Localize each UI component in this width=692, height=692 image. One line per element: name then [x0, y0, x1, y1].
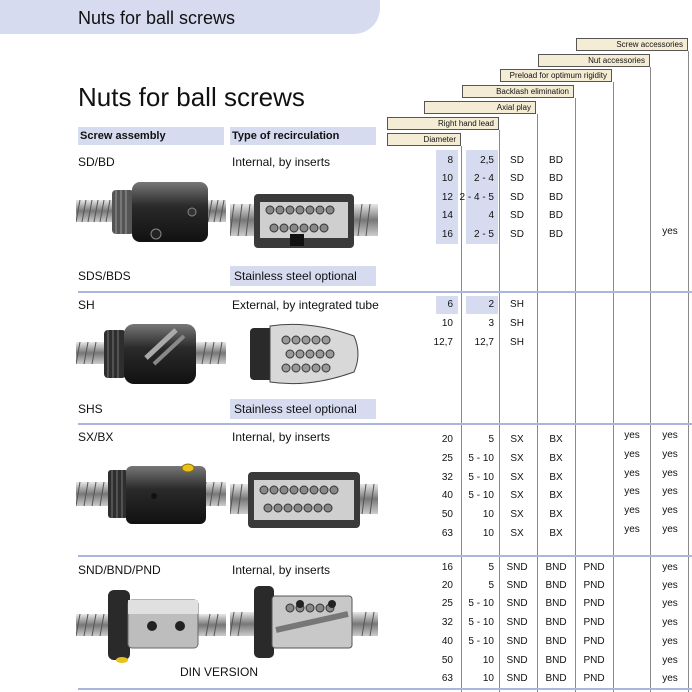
- cell-lead: 5 - 10: [468, 453, 494, 464]
- cell-lead: 5 - 10: [468, 636, 494, 647]
- cell-lead: 12,7: [474, 337, 494, 348]
- cell-diameter: 25: [441, 598, 453, 609]
- cell-backlash: BND: [545, 617, 567, 628]
- header-screw-accessories: Screw accessories: [576, 38, 688, 51]
- cell-nut-accessories: yes: [624, 524, 640, 535]
- cell-diameter: 63: [441, 528, 453, 539]
- cell-axial: SND: [506, 562, 528, 573]
- cell-preload: PND: [583, 562, 605, 573]
- din-version-caption: DIN VERSION: [180, 665, 259, 679]
- cell-backlash: BND: [545, 673, 567, 684]
- cell-screw-accessories: yes: [662, 580, 678, 591]
- cell-axial: SND: [506, 580, 528, 591]
- sh-cutaway-image: [250, 322, 360, 386]
- cell-preload: PND: [583, 636, 605, 647]
- cell-lead: 5: [488, 562, 494, 573]
- cell-diameter: 12: [441, 192, 453, 203]
- cell-axial: SX: [510, 453, 524, 464]
- cell-axial: SX: [510, 490, 524, 501]
- title-tab: [0, 0, 380, 34]
- cell-nut-accessories: yes: [624, 486, 640, 497]
- cell-axial: SD: [510, 210, 524, 221]
- cell-axial: SND: [506, 617, 528, 628]
- cell-preload: PND: [583, 655, 605, 666]
- cell-lead: 10: [482, 509, 494, 520]
- col-head-screw-assembly: Screw assembly: [78, 127, 224, 145]
- cell-backlash: BD: [549, 173, 563, 184]
- cell-backlash: BX: [549, 434, 563, 445]
- cell-screw-accessories: yes: [662, 562, 678, 573]
- cell-screw-accessories: yes: [662, 598, 678, 609]
- cell-backlash: BND: [545, 598, 567, 609]
- cell-screw-accessories: yes: [662, 673, 678, 684]
- cell-lead: 10: [482, 528, 494, 539]
- cell-backlash: BX: [549, 453, 563, 464]
- cell-screw-accessories: yes: [662, 449, 678, 460]
- cell-diameter: 40: [441, 636, 453, 647]
- cell-lead: 2: [488, 299, 494, 310]
- cell-screw-accessories: yes: [662, 636, 678, 647]
- header-preload: Preload for optimum rigidity: [500, 69, 612, 82]
- column-divider: [650, 67, 651, 692]
- group-recirculation: Internal, by inserts: [232, 155, 331, 169]
- stainless-note: Stainless steel optional: [230, 266, 376, 286]
- cell-diameter: 50: [441, 655, 453, 666]
- cell-backlash: BD: [549, 192, 563, 203]
- cell-screw-accessories: yes: [662, 655, 678, 666]
- cell-screw-accessories: yes: [662, 226, 678, 237]
- snd-cutaway-image: [230, 582, 378, 662]
- cell-axial: SX: [510, 434, 524, 445]
- cell-diameter: 63: [441, 673, 453, 684]
- cell-nut-accessories: yes: [624, 430, 640, 441]
- cell-axial: SND: [506, 598, 528, 609]
- sx-cutaway-image: [230, 468, 378, 532]
- section-divider: [78, 291, 692, 293]
- group-recirculation: Internal, by inserts: [232, 563, 331, 577]
- stainless-note: Stainless steel optional: [230, 399, 376, 419]
- cell-preload: PND: [583, 580, 605, 591]
- cell-screw-accessories: yes: [662, 617, 678, 628]
- cell-lead: 5 - 10: [468, 617, 494, 628]
- sh-nut-image: [76, 318, 226, 388]
- cell-lead: 2,5: [480, 155, 494, 166]
- cell-lead: 5: [488, 434, 494, 445]
- header-axial-play: Axial play: [424, 101, 536, 114]
- sx-nut-image: [76, 460, 226, 530]
- group-recirculation: Internal, by inserts: [232, 430, 331, 444]
- cell-diameter: 8: [447, 155, 453, 166]
- cell-diameter: 20: [441, 434, 453, 445]
- cell-lead: 10: [482, 655, 494, 666]
- cell-axial: SD: [510, 155, 524, 166]
- cell-axial: SX: [510, 528, 524, 539]
- cell-diameter: 12,7: [433, 337, 453, 348]
- page-title: Nuts for ball screws: [78, 82, 305, 112]
- cell-axial: SX: [510, 509, 524, 520]
- header-nut-accessories: Nut accessories: [538, 54, 650, 67]
- column-divider: [613, 82, 614, 692]
- cell-diameter: 20: [441, 580, 453, 591]
- cell-nut-accessories: yes: [624, 505, 640, 516]
- snd-nut-image: [76, 588, 226, 664]
- cell-diameter: 32: [441, 617, 453, 628]
- cell-axial: SND: [506, 655, 528, 666]
- cell-lead: 3: [488, 318, 494, 329]
- group-name: SH: [78, 298, 95, 312]
- column-divider: [688, 51, 689, 692]
- cell-backlash: BND: [545, 655, 567, 666]
- cell-axial: SD: [510, 192, 524, 203]
- cell-diameter: 40: [441, 490, 453, 501]
- cell-diameter: 10: [441, 318, 453, 329]
- section-divider: [78, 555, 692, 557]
- cell-backlash: BX: [549, 490, 563, 501]
- cell-screw-accessories: yes: [662, 524, 678, 535]
- cell-lead: 4: [488, 210, 494, 221]
- cell-diameter: 6: [447, 299, 453, 310]
- cell-lead: 5 - 10: [468, 490, 494, 501]
- cell-lead: 2 - 4: [473, 173, 494, 184]
- cell-screw-accessories: yes: [662, 505, 678, 516]
- cell-axial: SND: [506, 673, 528, 684]
- cell-lead: 5 - 10: [468, 598, 494, 609]
- cell-axial: SH: [510, 299, 524, 310]
- tab-title: Nuts for ball screws: [78, 8, 236, 28]
- cell-backlash: BND: [545, 562, 567, 573]
- cell-screw-accessories: yes: [662, 468, 678, 479]
- cell-diameter: 10: [441, 173, 453, 184]
- cell-diameter: 32: [441, 472, 453, 483]
- cell-preload: PND: [583, 673, 605, 684]
- cell-preload: PND: [583, 598, 605, 609]
- cell-axial: SH: [510, 337, 524, 348]
- cell-nut-accessories: yes: [624, 468, 640, 479]
- column-divider: [461, 146, 462, 692]
- cell-diameter: 16: [441, 562, 453, 573]
- group-name: SX/BX: [78, 430, 114, 444]
- cell-axial: SX: [510, 472, 524, 483]
- cell-lead: 2 - 5: [473, 229, 494, 240]
- sd-cutaway-image: [230, 188, 378, 258]
- cell-screw-accessories: yes: [662, 486, 678, 497]
- cell-backlash: BX: [549, 472, 563, 483]
- cell-lead: 10: [482, 673, 494, 684]
- section-divider: [78, 423, 692, 425]
- group-name: SD/BD: [78, 155, 115, 169]
- cell-axial: SD: [510, 173, 524, 184]
- cell-screw-accessories: yes: [662, 430, 678, 441]
- cell-lead: 5 - 10: [468, 472, 494, 483]
- cell-diameter: 25: [441, 453, 453, 464]
- group-variant: SDS/BDS: [78, 269, 131, 283]
- cell-backlash: BND: [545, 636, 567, 647]
- header-diameter: Diameter: [387, 133, 461, 146]
- cell-axial: SH: [510, 318, 524, 329]
- group-name: SND/BND/PND: [78, 563, 161, 577]
- cell-diameter: 14: [441, 210, 453, 221]
- section-divider: [78, 688, 692, 690]
- cell-axial: SD: [510, 229, 524, 240]
- cell-diameter: 50: [441, 509, 453, 520]
- cell-backlash: BND: [545, 580, 567, 591]
- cell-backlash: BD: [549, 155, 563, 166]
- cell-lead: 2 - 4 - 5: [459, 192, 494, 203]
- group-recirculation: External, by integrated tube: [232, 298, 379, 312]
- header-backlash: Backlash elimination: [462, 85, 574, 98]
- sd-nut-image: [76, 178, 226, 248]
- cell-preload: PND: [583, 617, 605, 628]
- cell-lead: 5: [488, 580, 494, 591]
- group-variant: SHS: [78, 402, 103, 416]
- cell-nut-accessories: yes: [624, 449, 640, 460]
- cell-axial: SND: [506, 636, 528, 647]
- cell-backlash: BX: [549, 528, 563, 539]
- header-right-hand-lead: Right hand lead: [387, 117, 499, 130]
- cell-backlash: BX: [549, 509, 563, 520]
- col-head-recirculation: Type of recirculation: [230, 127, 376, 145]
- cell-backlash: BD: [549, 229, 563, 240]
- cell-backlash: BD: [549, 210, 563, 221]
- cell-diameter: 16: [441, 229, 453, 240]
